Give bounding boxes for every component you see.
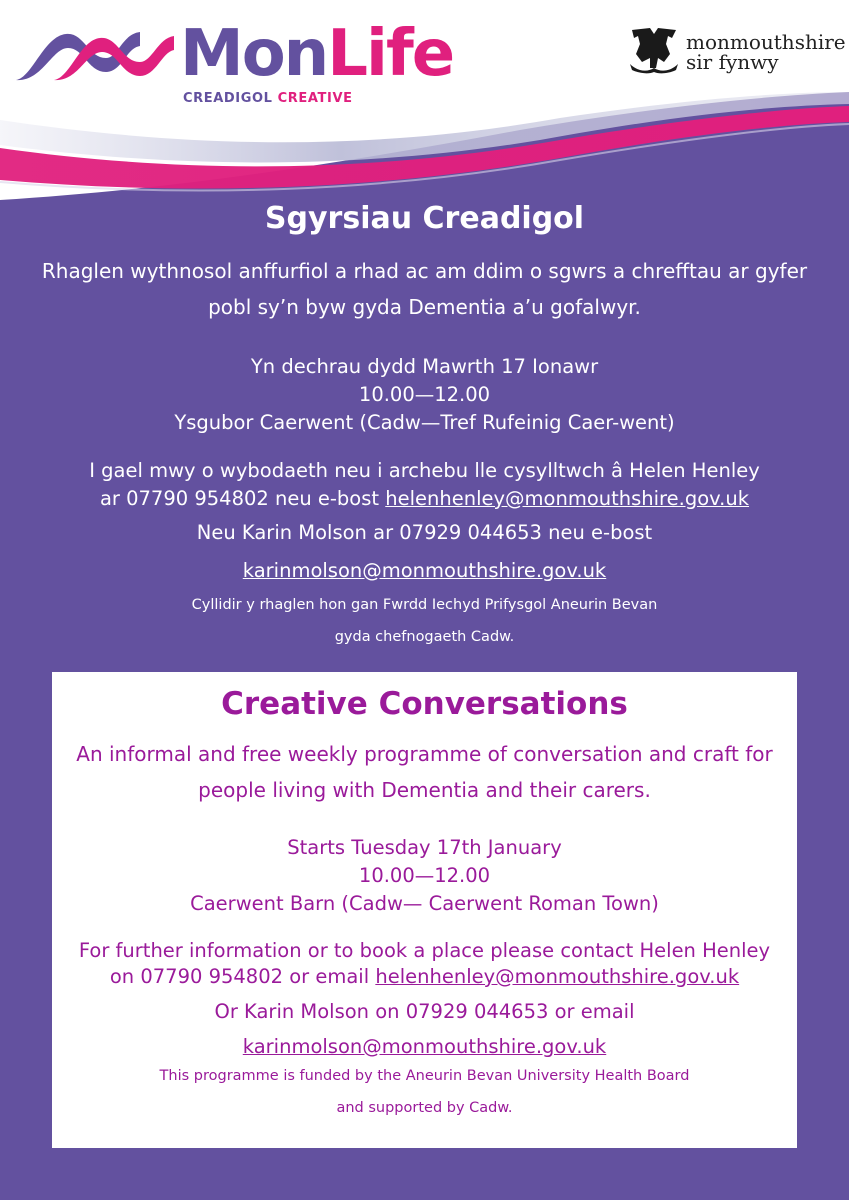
council-name-welsh: sir fynwy: [686, 50, 779, 74]
welsh-contact-phone: ar 07790 954802 neu e-bost: [99, 487, 380, 510]
english-time: 10.00—12.00: [358, 864, 491, 887]
council-name-english: monmouthshire: [686, 30, 846, 54]
council-crest-icon: [628, 24, 680, 74]
welsh-funding-line1: Cyllidir y rhaglen hon gan Fwrdd Iechyd Prifysgol Aneurin Bevan: [191, 597, 658, 613]
welsh-email-karin-link[interactable]: [0, 553, 849, 589]
english-venue: Caerwent Barn (Cadw— Caerwent Roman Town): [190, 892, 659, 915]
english-contact-line2: [52, 964, 797, 990]
welsh-contact-line2: [0, 485, 849, 513]
english-funding-line2: and supported by Cadw.: [336, 1100, 513, 1116]
monlife-logo-mark-icon: [14, 28, 176, 84]
logo-tagline: [183, 91, 353, 106]
english-email-karin-text[interactable]: karinmolson@monmouthshire.gov.uk: [242, 1035, 607, 1058]
welsh-contact-line1: I gael mwy o wybodaeth neu i archebu lle cysylltwch â Helen Henley: [89, 459, 760, 482]
tagline-english: CREATIVE: [277, 91, 353, 106]
welsh-funding-line2: gyda chefnogaeth Cadw.: [334, 629, 515, 645]
english-contact-phone: on 07790 954802 or email: [109, 965, 370, 988]
welsh-section: [0, 195, 849, 653]
council-name: [686, 32, 846, 72]
logo-life-text: Life: [327, 17, 454, 91]
tagline-welsh: CREADIGOL: [183, 91, 273, 106]
welsh-contact-alt: Neu Karin Molson ar 07929 044653 neu e-bost: [196, 521, 653, 544]
english-intro: An informal and free weekly programme of conversation and craft for people living with Dementia and their carers.: [76, 742, 773, 802]
welsh-email-helen-link[interactable]: helenhenley@monmouthshire.gov.uk: [385, 487, 750, 510]
english-contact-alt: Or Karin Molson on 07929 044653 or email: [214, 1000, 635, 1023]
welsh-email-karin-text[interactable]: karinmolson@monmouthshire.gov.uk: [242, 559, 607, 582]
logo-mon-text: Mon: [180, 17, 328, 91]
welsh-title: Sgyrsiau Creadigol: [264, 201, 585, 236]
english-title: Creative Conversations: [221, 686, 628, 722]
welsh-time: 10.00—12.00: [358, 383, 491, 406]
english-contact-line1: For further information or to book a place please contact Helen Henley: [78, 939, 771, 962]
english-email-karin-link[interactable]: [52, 1034, 797, 1060]
welsh-venue: Ysgubor Caerwent (Cadw—Tref Rufeinig Caer-went): [174, 411, 675, 434]
monlife-logo-text: [180, 17, 454, 91]
welsh-intro: Rhaglen wythnosol anffurfiol a rhad ac am ddim o sgwrs a chrefftau ar gyfer pobl sy’n byw gyda Dementia a’u gofalwyr.: [41, 259, 808, 319]
welsh-start-date: Yn dechrau dydd Mawrth 17 Ionawr: [250, 355, 599, 378]
english-section: [52, 672, 797, 1148]
english-funding-line1: This programme is funded by the Aneurin Bevan University Health Board: [159, 1068, 690, 1084]
english-start-date: Starts Tuesday 17th January: [287, 836, 562, 859]
english-email-helen-link[interactable]: helenhenley@monmouthshire.gov.uk: [375, 965, 740, 988]
